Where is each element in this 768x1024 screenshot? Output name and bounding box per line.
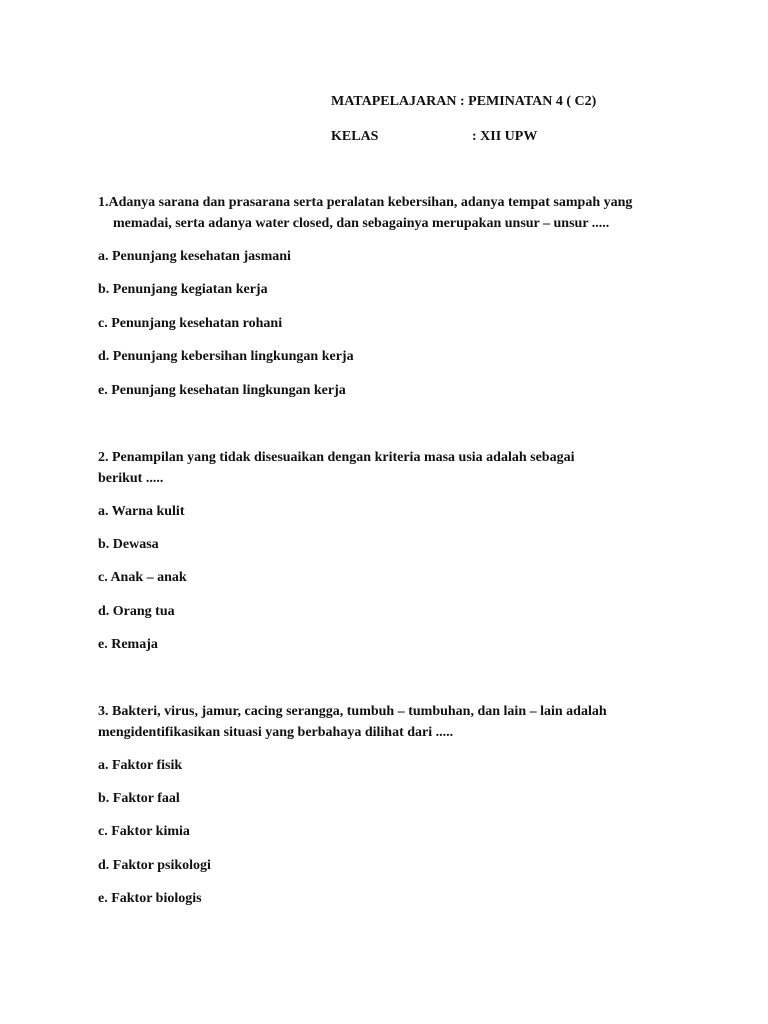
answer-option: a. Faktor fisik — [98, 758, 183, 773]
answer-option: a. Penunjang kesehatan jasmani — [98, 249, 291, 264]
class-value: : XII UPW — [472, 129, 538, 144]
question-text-line: memadai, serta adanya water closed, dan sebagainya merupakan unsur – unsur ..... — [113, 216, 610, 231]
answer-option: e. Faktor biologis — [98, 891, 202, 906]
subject-heading: MATAPELAJARAN : PEMINATAN 4 ( C2) — [331, 94, 597, 109]
question-text-line: 1.Adanya sarana dan prasarana serta peralatan kebersihan, adanya tempat sampah yang — [98, 195, 633, 210]
answer-option: e. Penunjang kesehatan lingkungan kerja — [98, 383, 346, 398]
answer-option: e. Remaja — [98, 637, 158, 652]
question-text-line: 2. Penampilan yang tidak disesuaikan dengan kriteria masa usia adalah sebagai — [98, 450, 575, 465]
answer-option: c. Penunjang kesehatan rohani — [98, 316, 283, 331]
answer-option: c. Anak – anak — [98, 570, 187, 585]
answer-option: b. Faktor faal — [98, 791, 180, 806]
answer-option: b. Dewasa — [98, 537, 159, 552]
question-text-line: mengidentifikasikan situasi yang berbahaya dilihat dari ..... — [98, 725, 454, 740]
answer-option: b. Penunjang kegiatan kerja — [98, 282, 268, 297]
answer-option: d. Penunjang kebersihan lingkungan kerja — [98, 349, 354, 364]
question-text-line: 3. Bakteri, virus, jamur, cacing serangga, tumbuh – tumbuhan, dan lain – lain adalah — [98, 704, 607, 719]
answer-option: a. Warna kulit — [98, 504, 185, 519]
answer-option: d. Faktor psikologi — [98, 858, 211, 873]
class-label: KELAS — [331, 129, 379, 144]
answer-option: d. Orang tua — [98, 604, 175, 619]
answer-option: c. Faktor kimia — [98, 824, 190, 839]
question-text-line: berikut ..... — [98, 471, 164, 486]
